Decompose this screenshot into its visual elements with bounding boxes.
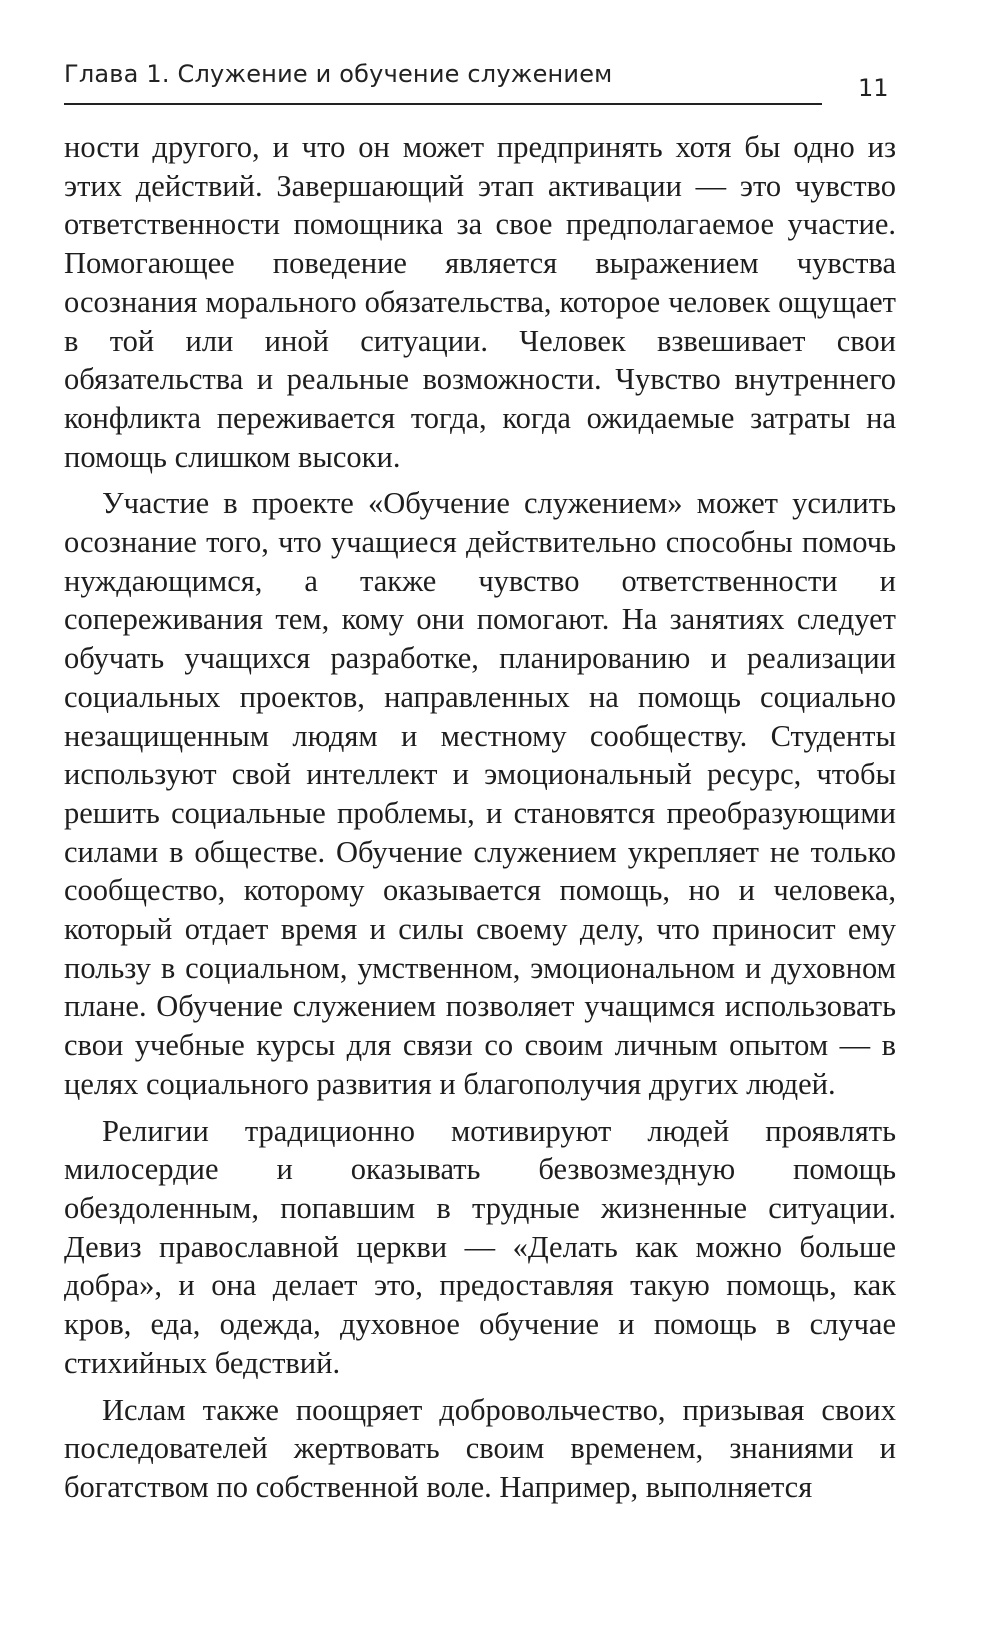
running-head-title: Глава 1. Служение и обучение служением xyxy=(64,60,613,88)
body-text xyxy=(64,128,896,1515)
paragraph-religions: Религии традиционно мотивируют людей проявлять милосердие и оказывать безвозмездную помощь обездоленным, попавшим в трудные жизненные ситуации. Девиз православной церкви — «Делать как можно больше добра», и она делает это, предоставляя такую помощь, как кров, еда, одежда, духовное обучение и помощь в случае стихийных бедствий. xyxy=(64,1113,896,1380)
paragraph-islam: Ислам также поощряет добровольчество, призывая своих последователей жертвовать своим временем, знаниями и богатством по собственной воле. Например, выполняется xyxy=(64,1392,896,1504)
header-rule xyxy=(64,103,822,105)
page-number: 11 xyxy=(858,74,889,102)
paragraph-continuation: ности другого, и что он может предпринять хотя бы одно из этих действий. Завершающий этап активации — это чувство ответственности помощника за свое предполагаемое участие. Помогающее поведение является выражением чувства осознания морального обязательства, которое человек ощущает в той или иной ситуации. Человек взвешивает свои обязательства и реальные возможности. Чувство внутреннего конфликта переживается тогда, когда ожидаемые затраты на помощь слишком высоки. xyxy=(64,130,896,474)
paragraph-service-learning: Участие в проекте «Обучение служением» может усилить осознание того, что учащиеся действительно способны помочь нуждающимся, а также чувство ответственности и сопереживания тем, кому они помогают. На занятиях следует обучать учащихся разработке, планированию и реализации социальных проектов, направленных на помощь социально незащищенным людям и местному сообществу. Студенты используют свой интеллект и эмоциональный ресурс, чтобы решить социальные проблемы, и становятся преобразующими силами в обществе. Обучение служением укрепляет не только сообщество, которому оказывается помощь, но и человека, который отдает время и силы своему делу, что приносит ему пользу в социальном, умственном, эмоциональном и духовном плане. Обучение служением позволяет учащимся использовать свои учебные курсы для связи со своим личным опытом — в целях социального развития и благополучия других людей. xyxy=(64,486,896,1101)
